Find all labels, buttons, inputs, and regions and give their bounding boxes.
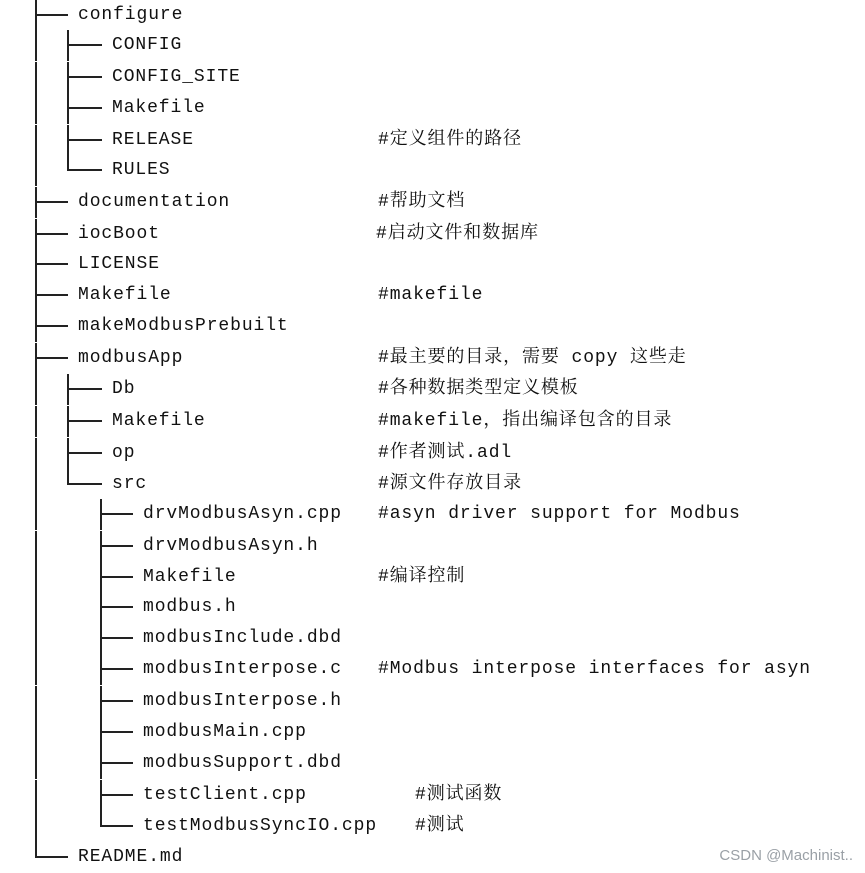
tree-row xyxy=(0,311,865,342)
tree-entry-name: Db xyxy=(112,379,136,399)
tree-row xyxy=(0,531,865,562)
tree-row xyxy=(0,469,865,500)
tree-row xyxy=(0,155,865,186)
watermark: CSDN @Machinist.. xyxy=(719,847,853,864)
tree-guide-line xyxy=(35,125,37,156)
tree-branch xyxy=(67,483,102,485)
tree-row xyxy=(0,406,865,437)
tree-row xyxy=(0,623,865,654)
tree-branch xyxy=(67,169,102,171)
tree-entry-name: modbusSupport.dbd xyxy=(143,753,342,773)
tree-branch xyxy=(100,637,133,639)
tree-branch xyxy=(35,201,68,203)
tree-guide-line xyxy=(35,62,37,93)
tree-guide-line xyxy=(35,531,37,562)
tree-guide-line xyxy=(35,780,37,811)
tree-entry-name: modbusInterpose.c xyxy=(143,659,342,679)
tree-branch xyxy=(35,263,68,265)
tree-row xyxy=(0,187,865,218)
tree-branch xyxy=(35,357,68,359)
tree-entry-comment: #定义组件的路径 xyxy=(378,130,523,150)
tree-branch xyxy=(100,731,133,733)
tree-entry-name: modbus.h xyxy=(143,597,237,617)
tree-entry-comment: #makefile xyxy=(378,285,484,305)
tree-branch xyxy=(35,325,68,327)
tree-entry-comment: #最主要的目录，需要 copy 这些走 xyxy=(378,348,687,368)
tree-guide-line xyxy=(35,717,37,748)
tree-entry-name: RULES xyxy=(112,160,171,180)
tree-branch xyxy=(67,452,102,454)
tree-branch xyxy=(100,606,133,608)
tree-guide-line xyxy=(35,748,37,779)
tree-row xyxy=(0,780,865,811)
tree-connector xyxy=(35,842,37,857)
tree-entry-name: testClient.cpp xyxy=(143,785,307,805)
tree-entry-name: modbusMain.cpp xyxy=(143,722,307,742)
tree-branch xyxy=(67,420,102,422)
tree-entry-name: modbusApp xyxy=(78,348,184,368)
tree-entry-name: RELEASE xyxy=(112,130,194,150)
tree-branch xyxy=(35,14,68,16)
tree-entry-name: Makefile xyxy=(78,285,172,305)
tree-entry-comment: #源文件存放目录 xyxy=(378,474,523,494)
tree-guide-line xyxy=(35,811,37,842)
tree-row xyxy=(0,93,865,124)
tree-guide-line xyxy=(35,155,37,186)
tree-entry-name: drvModbusAsyn.cpp xyxy=(143,504,342,524)
tree-guide-line xyxy=(35,623,37,654)
tree-guide-line xyxy=(35,374,37,405)
tree-entry-name: src xyxy=(112,474,148,494)
tree-row xyxy=(0,562,865,593)
tree-row xyxy=(0,30,865,61)
tree-branch xyxy=(100,576,133,578)
tree-connector xyxy=(100,811,102,826)
tree-entry-name: iocBoot xyxy=(78,224,160,244)
tree-row xyxy=(0,280,865,311)
tree-entry-comment: #编译控制 xyxy=(378,567,466,587)
tree-connector xyxy=(67,469,69,484)
tree-branch xyxy=(67,44,102,46)
tree-row xyxy=(0,717,865,748)
tree-row xyxy=(0,592,865,623)
tree-branch xyxy=(100,513,133,515)
tree-branch xyxy=(67,139,102,141)
tree-entry-name: LICENSE xyxy=(78,254,160,274)
tree-guide-line xyxy=(35,499,37,530)
tree-guide-line xyxy=(35,686,37,717)
tree-entry-name: README.md xyxy=(78,847,184,867)
tree-branch xyxy=(35,856,68,858)
tree-entry-comment: #Modbus interpose interfaces for asyn xyxy=(378,659,811,679)
tree-entry-name: modbusInclude.dbd xyxy=(143,628,342,648)
tree-entry-name: CONFIG xyxy=(112,35,183,55)
tree-entry-comment: #makefile，指出编译包含的目录 xyxy=(378,411,673,431)
tree-connector xyxy=(67,155,69,170)
tree-entry-name: modbusInterpose.h xyxy=(143,691,342,711)
tree-entry-comment: #测试函数 xyxy=(415,785,503,805)
tree-entry-comment: #启动文件和数据库 xyxy=(376,224,539,244)
tree-branch xyxy=(67,388,102,390)
tree-branch xyxy=(100,668,133,670)
tree-row xyxy=(0,249,865,280)
tree-guide-line xyxy=(35,562,37,593)
tree-branch xyxy=(67,107,102,109)
tree-entry-name: documentation xyxy=(78,192,231,212)
tree-guide-line xyxy=(35,93,37,124)
tree-entry-name: testModbusSyncIO.cpp xyxy=(143,816,378,836)
tree-row xyxy=(0,0,865,31)
tree-entry-name: Makefile xyxy=(112,411,206,431)
tree-row xyxy=(0,125,865,156)
tree-row xyxy=(0,219,865,250)
tree-entry-comment: #测试 xyxy=(415,816,465,836)
tree-entry-name: drvModbusAsyn.h xyxy=(143,536,319,556)
tree-row xyxy=(0,438,865,469)
tree-entry-name: makeModbusPrebuilt xyxy=(78,316,289,336)
tree-guide-line xyxy=(35,592,37,623)
tree-guide-line xyxy=(35,406,37,437)
tree-guide-line xyxy=(35,30,37,61)
tree-row xyxy=(0,748,865,779)
tree-row xyxy=(0,654,865,685)
tree-entry-name: Makefile xyxy=(112,98,206,118)
tree-entry-name: CONFIG_SITE xyxy=(112,67,241,87)
tree-branch xyxy=(100,794,133,796)
tree-branch xyxy=(100,762,133,764)
tree-row xyxy=(0,343,865,374)
tree-branch xyxy=(67,76,102,78)
tree-guide-line xyxy=(35,438,37,469)
tree-row xyxy=(0,374,865,405)
tree-row xyxy=(0,62,865,93)
tree-entry-comment: #帮助文档 xyxy=(378,192,466,212)
tree-row xyxy=(0,499,865,530)
tree-entry-name: op xyxy=(112,443,136,463)
tree-entry-name: configure xyxy=(78,5,184,25)
tree-entry-comment: #asyn driver support for Modbus xyxy=(378,504,741,524)
tree-row xyxy=(0,811,865,842)
tree-entry-comment: #作者测试.adl xyxy=(378,443,513,463)
tree-guide-line xyxy=(35,469,37,500)
tree-branch xyxy=(100,700,133,702)
tree-guide-line xyxy=(35,654,37,685)
tree-branch xyxy=(100,545,133,547)
tree-row xyxy=(0,686,865,717)
tree-entry-name: Makefile xyxy=(143,567,237,587)
tree-branch xyxy=(100,825,133,827)
tree-branch xyxy=(35,294,68,296)
tree-branch xyxy=(35,233,68,235)
tree-entry-comment: #各种数据类型定义模板 xyxy=(378,379,579,399)
